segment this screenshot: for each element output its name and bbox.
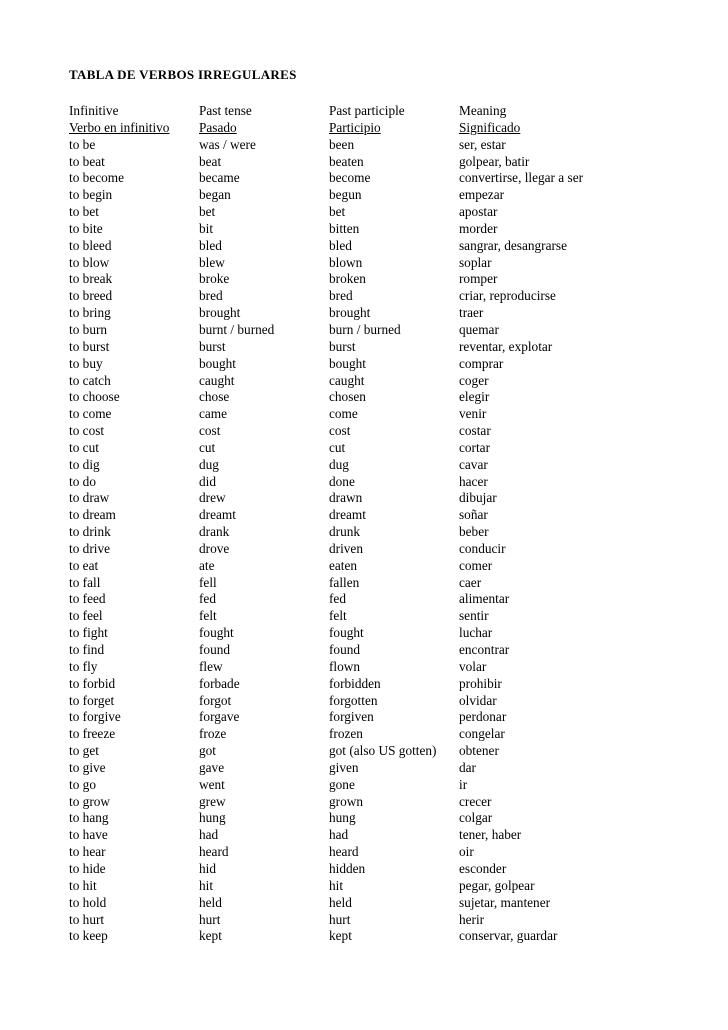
cell-meaning: ser, estar xyxy=(459,136,506,152)
cell-infinitive: to forget xyxy=(69,692,115,708)
cell-meaning: alimentar xyxy=(459,591,510,607)
cell-past-tense: drank xyxy=(199,524,230,540)
cell-past-participle: begun xyxy=(329,187,362,203)
table-row xyxy=(69,474,719,491)
cell-meaning: sujetar, mantener xyxy=(459,894,551,910)
cell-past-participle: blown xyxy=(329,254,363,270)
cell-past-tense: forgot xyxy=(199,692,232,708)
cell-past-tense: flew xyxy=(199,658,223,674)
cell-meaning: traer xyxy=(459,305,484,321)
cell-past-tense: fought xyxy=(199,625,234,641)
cell-infinitive: to hold xyxy=(69,894,107,910)
verb-table xyxy=(69,103,719,945)
cell-past-participle: become xyxy=(329,170,371,186)
cell-past-tense: burst xyxy=(199,338,226,354)
cell-meaning: convertirse, llegar a ser xyxy=(459,170,584,186)
cell-infinitive: to breed xyxy=(69,288,113,304)
cell-past-participle: bet xyxy=(329,204,346,220)
cell-past-participle: heard xyxy=(329,844,359,860)
cell-past-tense: bought xyxy=(199,355,236,371)
cell-infinitive: to choose xyxy=(69,389,120,405)
cell-past-tense: got xyxy=(199,743,216,759)
cell-past-participle: got (also US gotten) xyxy=(329,743,437,759)
cell-past-participle: burst xyxy=(329,338,356,354)
cell-past-participle: driven xyxy=(329,540,363,556)
cell-past-tense: bet xyxy=(199,204,216,220)
cell-past-tense: hurt xyxy=(199,911,221,927)
cell-past-participle: bred xyxy=(329,288,353,304)
cell-past-tense: gave xyxy=(199,759,225,775)
cell-past-tense: hit xyxy=(199,877,214,893)
cell-past-tense: held xyxy=(199,894,222,910)
cell-meaning: conservar, guardar xyxy=(459,928,558,944)
table-row xyxy=(69,625,719,642)
cell-meaning: cortar xyxy=(459,439,491,455)
cell-meaning: dar xyxy=(459,759,476,775)
cell-infinitive: to hang xyxy=(69,810,109,826)
table-row xyxy=(69,743,719,760)
cell-meaning: oir xyxy=(459,844,474,860)
table-row xyxy=(69,912,719,929)
cell-past-tense: burnt / burned xyxy=(199,321,275,337)
cell-meaning: hacer xyxy=(459,473,488,489)
table-row xyxy=(69,356,719,373)
cell-meaning: prohibir xyxy=(459,675,502,691)
table-row xyxy=(69,844,719,861)
cell-infinitive: to come xyxy=(69,406,112,422)
table-row xyxy=(69,288,719,305)
table-row xyxy=(69,406,719,423)
cell-past-tense: kept xyxy=(199,928,222,944)
cell-past-tense: blew xyxy=(199,254,225,270)
table-row xyxy=(69,794,719,811)
table-row xyxy=(69,154,719,171)
cell-past-tense: forbade xyxy=(199,675,240,691)
table-row xyxy=(69,490,719,507)
cell-past-participle: eaten xyxy=(329,557,358,573)
cell-infinitive: to be xyxy=(69,136,96,152)
cell-past-participle: found xyxy=(329,642,361,657)
table-row xyxy=(69,305,719,322)
table-row xyxy=(69,676,719,693)
cell-past-tense: came xyxy=(199,406,228,422)
cell-meaning: volar xyxy=(459,658,487,674)
table-row xyxy=(69,187,719,204)
cell-meaning: caer xyxy=(459,574,482,590)
table-row xyxy=(69,524,719,541)
table-row xyxy=(69,507,719,524)
cell-infinitive: to draw xyxy=(69,490,110,506)
cell-past-participle: drawn xyxy=(329,490,363,506)
cell-past-participle: held xyxy=(329,894,352,910)
cell-infinitive: to drink xyxy=(69,524,111,540)
cell-past-tense: drove xyxy=(199,540,230,556)
cell-infinitive: to forbid xyxy=(69,675,116,691)
cell-infinitive: to forgive xyxy=(69,709,121,725)
cell-past-tense: froze xyxy=(199,726,227,742)
cell-infinitive: to dream xyxy=(69,507,116,523)
cell-past-participle: fallen xyxy=(329,574,360,590)
cell-infinitive: to bleed xyxy=(69,237,112,253)
cell-past-tense: began xyxy=(199,187,231,203)
cell-past-participle: broken xyxy=(329,271,366,287)
cell-past-participle: caught xyxy=(329,372,365,388)
cell-infinitive: to bite xyxy=(69,220,103,236)
cell-meaning: sentir xyxy=(459,608,489,624)
subheader-infinitivo: Verbo en infinitivo xyxy=(69,119,170,135)
cell-past-participle: dreamt xyxy=(329,507,366,523)
cell-meaning: golpear, batir xyxy=(459,153,530,169)
table-row xyxy=(69,878,719,895)
cell-infinitive: to do xyxy=(69,473,96,489)
cell-meaning: cavar xyxy=(459,456,488,472)
table-row xyxy=(69,726,719,743)
table-row xyxy=(69,221,719,238)
header-infinitive: Infinitive xyxy=(69,103,119,118)
cell-past-tense: cost xyxy=(199,423,221,439)
cell-past-participle: burn / burned xyxy=(329,321,401,337)
cell-past-participle: kept xyxy=(329,928,352,944)
cell-past-participle: hung xyxy=(329,810,356,826)
table-row xyxy=(69,271,719,288)
table-row xyxy=(69,827,719,844)
cell-past-tense: felt xyxy=(199,608,217,624)
cell-meaning: sangrar, desangrarse xyxy=(459,237,568,253)
cell-past-tense: ate xyxy=(199,557,215,573)
table-row xyxy=(69,440,719,457)
cell-infinitive: to bet xyxy=(69,204,99,220)
cell-past-tense: did xyxy=(199,473,216,489)
table-row xyxy=(69,575,719,592)
table-row xyxy=(69,810,719,827)
cell-meaning: soplar xyxy=(459,254,492,270)
cell-past-participle: hit xyxy=(329,877,344,893)
cell-infinitive: to get xyxy=(69,743,99,759)
cell-infinitive: to grow xyxy=(69,793,110,809)
cell-meaning: comprar xyxy=(459,355,504,371)
cell-infinitive: to have xyxy=(69,827,108,843)
table-row xyxy=(69,322,719,339)
cell-past-tense: cut xyxy=(199,439,216,455)
cell-past-participle: fought xyxy=(329,625,364,641)
cell-past-tense: bred xyxy=(199,288,223,304)
cell-past-tense: hid xyxy=(199,860,216,876)
cell-past-tense: beat xyxy=(199,153,222,169)
cell-infinitive: to freeze xyxy=(69,726,116,742)
cell-infinitive: to begin xyxy=(69,187,113,203)
cell-past-tense: bit xyxy=(199,220,214,236)
cell-meaning: congelar xyxy=(459,726,505,742)
table-row xyxy=(69,238,719,255)
table-row xyxy=(69,204,719,221)
cell-infinitive: to dig xyxy=(69,456,100,472)
cell-infinitive: to keep xyxy=(69,928,108,944)
subheader-significado: Significado xyxy=(459,119,521,135)
cell-past-tense: caught xyxy=(199,372,235,388)
cell-past-participle: cost xyxy=(329,423,351,439)
cell-past-participle: dug xyxy=(329,456,349,472)
cell-meaning: coger xyxy=(459,372,489,388)
cell-past-tense: forgave xyxy=(199,709,240,725)
cell-infinitive: to buy xyxy=(69,355,103,371)
cell-past-tense: broke xyxy=(199,271,230,287)
cell-meaning: romper xyxy=(459,271,498,287)
cell-past-participle: bought xyxy=(329,355,366,371)
table-row xyxy=(69,558,719,575)
cell-past-tense: heard xyxy=(199,844,229,860)
cell-past-participle: gone xyxy=(329,776,355,792)
cell-past-participle: beaten xyxy=(329,153,364,169)
cell-meaning: conducir xyxy=(459,540,506,556)
cell-past-participle: hidden xyxy=(329,860,366,876)
cell-infinitive: to feed xyxy=(69,591,106,607)
cell-infinitive: to blow xyxy=(69,254,110,270)
cell-infinitive: to cost xyxy=(69,423,105,439)
table-row xyxy=(69,255,719,272)
cell-infinitive: to hide xyxy=(69,860,106,876)
cell-infinitive: to become xyxy=(69,170,125,186)
cell-past-tense: fell xyxy=(199,574,217,590)
table-row xyxy=(69,373,719,390)
cell-past-tense: had xyxy=(199,827,219,843)
subheader-pasado: Pasado xyxy=(199,119,237,135)
cell-past-participle: brought xyxy=(329,305,371,321)
cell-infinitive: to hear xyxy=(69,844,106,860)
cell-infinitive: to go xyxy=(69,776,96,792)
header-past-tense: Past tense xyxy=(199,103,252,118)
cell-infinitive: to feel xyxy=(69,608,103,624)
cell-past-tense: chose xyxy=(199,389,230,405)
cell-past-tense: found xyxy=(199,642,231,657)
cell-infinitive: to hit xyxy=(69,877,97,893)
table-row xyxy=(69,423,719,440)
cell-infinitive: to find xyxy=(69,642,105,657)
table-row xyxy=(69,591,719,608)
cell-meaning: ir xyxy=(459,776,468,792)
table-row xyxy=(69,339,719,356)
table-row xyxy=(69,760,719,777)
cell-past-participle: bitten xyxy=(329,220,360,236)
cell-infinitive: to break xyxy=(69,271,113,287)
cell-infinitive: to cut xyxy=(69,439,99,455)
cell-meaning: soñar xyxy=(459,507,488,523)
cell-infinitive: to fall xyxy=(69,574,101,590)
cell-past-tense: bled xyxy=(199,237,222,253)
cell-past-participle: hurt xyxy=(329,911,351,927)
cell-past-participle: flown xyxy=(329,658,361,674)
cell-meaning: pegar, golpear xyxy=(459,877,535,893)
cell-past-tense: brought xyxy=(199,305,241,321)
cell-infinitive: to give xyxy=(69,759,106,775)
cell-meaning: quemar xyxy=(459,321,499,337)
cell-meaning: morder xyxy=(459,220,498,236)
cell-meaning: crecer xyxy=(459,793,492,809)
cell-meaning: comer xyxy=(459,557,493,573)
table-row xyxy=(69,861,719,878)
table-row xyxy=(69,389,719,406)
subheader-participio: Participio xyxy=(329,119,381,135)
cell-past-participle: had xyxy=(329,827,349,843)
cell-past-participle: forgotten xyxy=(329,692,378,708)
table-body xyxy=(69,137,719,946)
cell-past-tense: went xyxy=(199,776,225,792)
cell-infinitive: to fly xyxy=(69,658,98,674)
table-row xyxy=(69,928,719,945)
header-meaning: Meaning xyxy=(459,103,507,118)
cell-infinitive: to catch xyxy=(69,372,111,388)
cell-past-tense: hung xyxy=(199,810,226,826)
table-row xyxy=(69,137,719,154)
table-row xyxy=(69,693,719,710)
cell-infinitive: to burn xyxy=(69,321,108,337)
cell-past-tense: fed xyxy=(199,591,216,607)
table-row xyxy=(69,608,719,625)
table-row xyxy=(69,541,719,558)
cell-past-participle: bled xyxy=(329,237,352,253)
cell-meaning: luchar xyxy=(459,625,493,641)
cell-meaning: esconder xyxy=(459,860,507,876)
cell-past-participle: done xyxy=(329,473,355,489)
cell-meaning: beber xyxy=(459,524,489,540)
cell-meaning: elegir xyxy=(459,389,490,405)
cell-past-participle: forgiven xyxy=(329,709,374,725)
cell-past-tense: dug xyxy=(199,456,219,472)
table-row xyxy=(69,777,719,794)
cell-meaning: olvidar xyxy=(459,692,497,708)
cell-infinitive: to eat xyxy=(69,557,99,573)
table-row xyxy=(69,170,719,187)
cell-past-participle: chosen xyxy=(329,389,366,405)
cell-infinitive: to fight xyxy=(69,625,108,641)
cell-past-tense: drew xyxy=(199,490,226,506)
cell-past-participle: fed xyxy=(329,591,346,607)
cell-meaning: tener, haber xyxy=(459,827,522,843)
table-row xyxy=(69,709,719,726)
cell-meaning: encontrar xyxy=(459,642,510,657)
cell-infinitive: to drive xyxy=(69,540,110,556)
cell-past-tense: was / were xyxy=(199,136,256,152)
table-row xyxy=(69,457,719,474)
table-row xyxy=(69,642,719,659)
cell-meaning: dibujar xyxy=(459,490,497,506)
cell-meaning: colgar xyxy=(459,810,493,826)
cell-meaning: venir xyxy=(459,406,487,422)
cell-past-tense: grew xyxy=(199,793,226,809)
cell-past-participle: been xyxy=(329,136,355,152)
cell-infinitive: to beat xyxy=(69,153,105,169)
page-title: TABLA DE VERBOS IRREGULARES xyxy=(69,67,297,82)
table-subheader-row xyxy=(69,120,719,137)
cell-meaning: empezar xyxy=(459,187,505,203)
cell-meaning: reventar, explotar xyxy=(459,338,553,354)
cell-infinitive: to bring xyxy=(69,305,111,321)
table-row xyxy=(69,659,719,676)
cell-meaning: perdonar xyxy=(459,709,507,725)
cell-meaning: obtener xyxy=(459,743,499,759)
cell-infinitive: to hurt xyxy=(69,911,105,927)
table-header-row xyxy=(69,103,719,120)
cell-infinitive: to burst xyxy=(69,338,110,354)
cell-past-participle: come xyxy=(329,406,358,422)
cell-past-participle: grown xyxy=(329,793,363,809)
cell-past-participle: drunk xyxy=(329,524,361,540)
cell-past-tense: dreamt xyxy=(199,507,236,523)
cell-past-participle: cut xyxy=(329,439,346,455)
cell-meaning: costar xyxy=(459,423,491,439)
header-past-participle: Past participle xyxy=(329,103,405,118)
cell-past-participle: given xyxy=(329,759,359,775)
cell-past-participle: felt xyxy=(329,608,347,624)
cell-meaning: criar, reproducirse xyxy=(459,288,556,304)
cell-past-participle: frozen xyxy=(329,726,363,742)
cell-past-tense: became xyxy=(199,170,240,186)
table-row xyxy=(69,895,719,912)
cell-past-participle: forbidden xyxy=(329,675,381,691)
cell-meaning: apostar xyxy=(459,204,498,220)
cell-meaning: herir xyxy=(459,911,485,927)
